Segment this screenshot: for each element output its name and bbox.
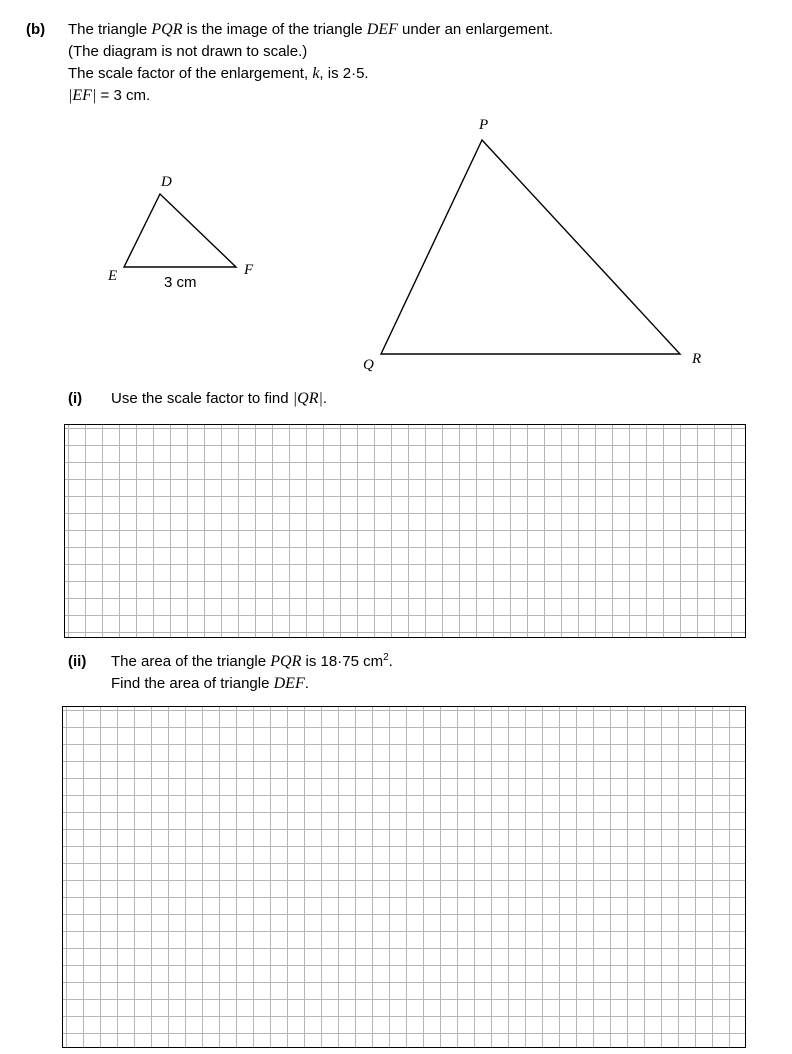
triangle-pqr [381,140,680,354]
side-ef-length: 3 cm [164,274,197,291]
vertex-label-d: D [161,174,172,190]
part-b-label: (b) [26,21,46,38]
part-b-line-2: (The diagram is not drawn to scale.) [68,43,308,60]
part-ii-label: (ii) [68,653,87,670]
part-b-line-1: The triangle PQR is the image of the triangle DEF under an enlargement. [68,21,553,38]
triangle-def [124,194,236,267]
part-b-line-4: |EF| = 3 cm. [68,87,151,104]
part-i-question: Use the scale factor to find |QR|. [111,390,328,407]
vertex-label-f: F [244,262,254,278]
part-b-line-3: The scale factor of the enlargement, k, is 2·5. [68,65,369,82]
answer-grid-part-ii[interactable] [62,706,746,1048]
part-ii-line-1: The area of the triangle PQR is 18·75 $cm^2$. [111,652,393,670]
answer-grid-part-i[interactable] [64,424,746,638]
vertex-label-e: E [108,268,118,284]
vertex-label-p: P [479,117,489,133]
vertex-label-q: Q [363,357,374,373]
part-ii-line-2: Find the area of triangle DEF. [111,675,309,692]
part-i-label: (i) [68,390,83,407]
triangles-diagram [0,0,792,400]
vertex-label-r: R [692,351,702,367]
